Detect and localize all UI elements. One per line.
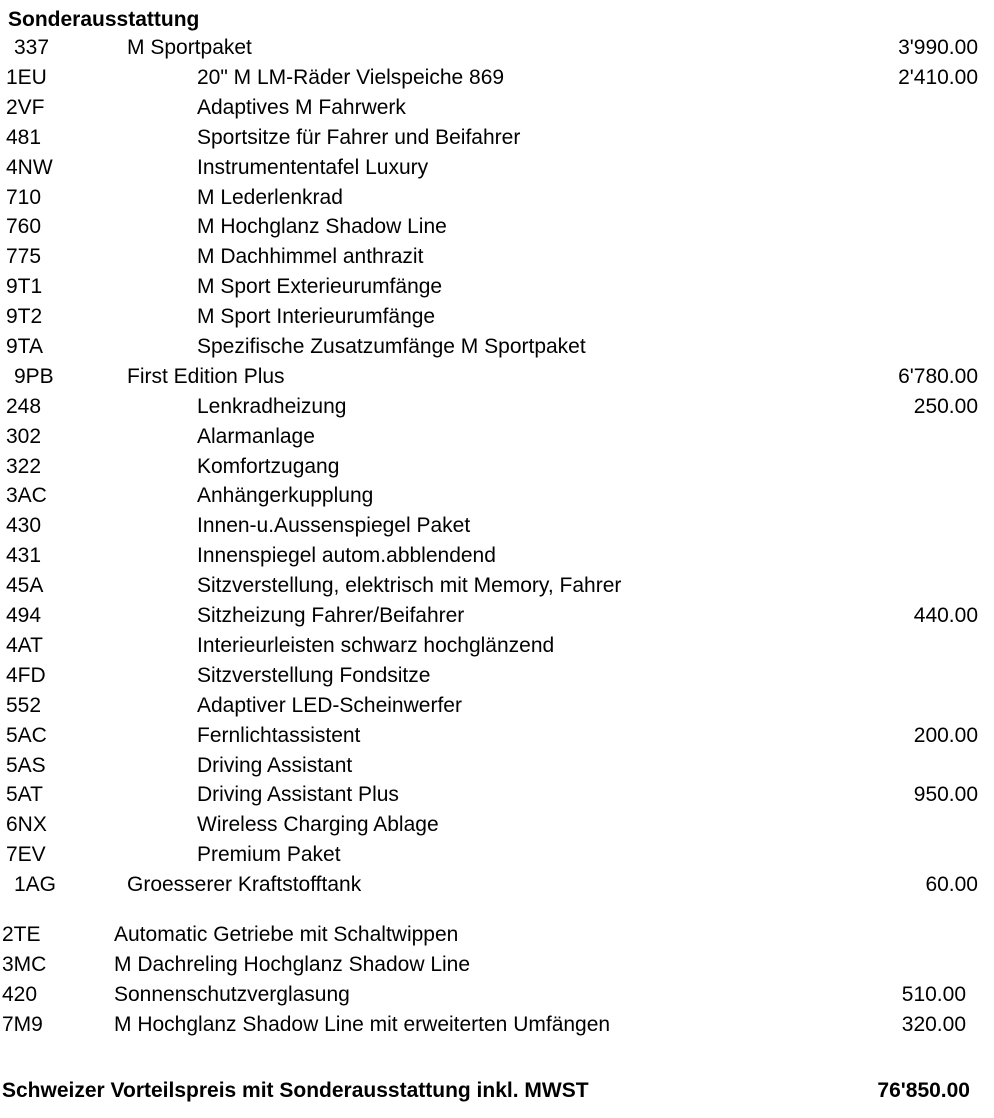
package-item-row-description: 20" M LM-Räder Vielspeiche 869 <box>197 66 505 89</box>
package-item-row-code: 430 <box>6 514 42 537</box>
package-item-row-code: 5AC <box>6 724 47 747</box>
package-item-row-price: 2'410.00 <box>898 66 978 89</box>
package-item-row <box>0 601 994 631</box>
package-item-row <box>0 452 994 482</box>
package-item-row-description: Sitzheizung Fahrer/Beifahrer <box>197 604 465 627</box>
package-item-row <box>0 332 994 362</box>
package-item-row <box>0 481 994 511</box>
package-item-row-code: 9T2 <box>6 305 43 328</box>
package-item-row <box>0 183 994 213</box>
package-item-row-description: Adaptiver LED-Scheinwerfer <box>197 694 462 717</box>
package-item-row <box>0 541 994 571</box>
package-item-row-code: 5AT <box>6 783 43 806</box>
package-item-row-code: 6NX <box>6 813 47 836</box>
package-item-row <box>0 810 994 840</box>
package-item-row-description: Premium Paket <box>197 843 341 866</box>
package-item-row-code: 9TA <box>6 335 43 358</box>
package-item-row-code: 710 <box>6 186 42 209</box>
package-item-row-code: 3AC <box>6 484 47 507</box>
package-item-row-description: Sitzverstellung Fondsitze <box>197 664 431 687</box>
extra-option-row-price: 510.00 <box>901 983 966 1006</box>
package-row <box>0 33 994 63</box>
package-item-row-description: Instrumententafel Luxury <box>197 156 429 179</box>
package-item-row-code: 4AT <box>6 634 43 657</box>
package-item-row <box>0 272 994 302</box>
package-item-row-code: 431 <box>6 544 42 567</box>
package-item-row-description: Sportsitze für Fahrer und Beifahrer <box>197 126 521 149</box>
package-item-row-description: Lenkradheizung <box>197 395 347 418</box>
package-item-row <box>0 392 994 422</box>
package-item-row <box>0 123 994 153</box>
package-item-row <box>0 511 994 541</box>
package-item-row <box>0 571 994 601</box>
package-item-row-code: 4FD <box>6 664 46 687</box>
package-item-row-description: M Sport Exterieurumfänge <box>197 275 443 298</box>
package-item-row-code: 248 <box>6 395 42 418</box>
extra-option-row-description: Sonnenschutzverglasung <box>114 983 350 1006</box>
package-item-row <box>0 93 994 123</box>
extra-option-row <box>0 980 994 1010</box>
package-item-row-description: Innen-u.Aussenspiegel Paket <box>197 514 471 537</box>
package-item-row-code: 5AS <box>6 754 46 777</box>
extra-option-row-description: M Hochglanz Shadow Line mit erweiterten Umfängen <box>114 1013 611 1036</box>
package-item-row <box>0 840 994 870</box>
package-item-row-code: 45A <box>6 574 44 597</box>
extra-option-row <box>0 920 994 950</box>
package-item-row-code: 775 <box>6 245 42 268</box>
package-row-description: First Edition Plus <box>127 365 285 388</box>
package-row-code: 337 <box>14 36 50 59</box>
package-item-row-code: 1EU <box>6 66 47 89</box>
package-item-row-description: Driving Assistant <box>197 754 353 777</box>
package-item-row-code: 4NW <box>6 156 53 179</box>
extra-option-row-code: 420 <box>2 983 38 1006</box>
extra-option-row-description: Automatic Getriebe mit Schaltwippen <box>114 923 459 946</box>
package-row-code: 1AG <box>14 873 57 896</box>
total-label: Schweizer Vorteilspreis mit Sonderausstattung inkl. MWST <box>2 1079 589 1102</box>
package-row <box>0 362 994 392</box>
package-item-row-price: 440.00 <box>913 604 978 627</box>
package-item-row-code: 302 <box>6 425 42 448</box>
package-item-row-description: M Sport Interieurumfänge <box>197 305 436 328</box>
package-item-row <box>0 63 994 93</box>
package-item-row-description: Alarmanlage <box>197 425 315 448</box>
package-item-row-description: M Hochglanz Shadow Line <box>197 215 447 238</box>
package-item-row-code: 494 <box>6 604 42 627</box>
total-amount: 76'850.00 <box>877 1079 970 1102</box>
package-item-row-description: Fernlichtassistent <box>197 724 361 747</box>
package-item-row-description: Wireless Charging Ablage <box>197 813 439 836</box>
package-item-row <box>0 691 994 721</box>
package-item-row <box>0 661 994 691</box>
extra-option-row <box>0 950 994 980</box>
package-row-price: 6'780.00 <box>898 365 978 388</box>
package-item-row-description: M Dachhimmel anthrazit <box>197 245 424 268</box>
package-item-row <box>0 751 994 781</box>
package-item-row <box>0 242 994 272</box>
package-item-row-description: M Lederlenkrad <box>197 186 343 209</box>
package-item-row-description: Driving Assistant Plus <box>197 783 399 806</box>
extra-option-row-code: 7M9 <box>2 1013 43 1036</box>
section-title: Sonderausstattung <box>8 8 200 31</box>
extra-option-row-price: 320.00 <box>901 1013 966 1036</box>
package-item-row-description: Komfortzugang <box>197 455 340 478</box>
package-item-row-code: 760 <box>6 215 42 238</box>
package-item-row-code: 481 <box>6 126 42 149</box>
package-item-row-description: Anhängerkupplung <box>197 484 374 507</box>
package-row <box>0 870 994 900</box>
package-row-price: 60.00 <box>925 873 978 896</box>
package-item-row <box>0 422 994 452</box>
package-item-row-code: 7EV <box>6 843 46 866</box>
package-item-row <box>0 780 994 810</box>
package-item-row-price: 200.00 <box>913 724 978 747</box>
package-row-description: M Sportpaket <box>127 36 252 59</box>
package-item-row-price: 250.00 <box>913 395 978 418</box>
package-row-description: Groesserer Kraftstofftank <box>127 873 362 896</box>
package-item-row-code: 2VF <box>6 96 45 119</box>
package-item-row-description: Interieurleisten schwarz hochglänzend <box>197 634 555 657</box>
package-row-price: 3'990.00 <box>898 36 978 59</box>
package-item-row-description: Adaptives M Fahrwerk <box>197 96 406 119</box>
package-item-row-code: 552 <box>6 694 42 717</box>
extra-option-row-code: 3MC <box>2 953 47 976</box>
package-item-row <box>0 721 994 751</box>
package-item-row-price: 950.00 <box>913 783 978 806</box>
package-item-row <box>0 212 994 242</box>
package-row-code: 9PB <box>14 365 54 388</box>
extra-option-row <box>0 1010 994 1040</box>
total-row <box>0 1075 994 1107</box>
package-item-row <box>0 631 994 661</box>
package-item-row-description: Innenspiegel autom.abblendend <box>197 544 496 567</box>
package-item-row-code: 322 <box>6 455 42 478</box>
package-item-row-code: 9T1 <box>6 275 43 298</box>
package-item-row-description: Sitzverstellung, elektrisch mit Memory, Fahrer <box>197 574 622 597</box>
extra-option-row-description: M Dachreling Hochglanz Shadow Line <box>114 953 471 976</box>
extra-option-row-code: 2TE <box>2 923 41 946</box>
package-item-row <box>0 153 994 183</box>
package-item-row <box>0 302 994 332</box>
package-item-row-description: Spezifische Zusatzumfänge M Sportpaket <box>197 335 586 358</box>
